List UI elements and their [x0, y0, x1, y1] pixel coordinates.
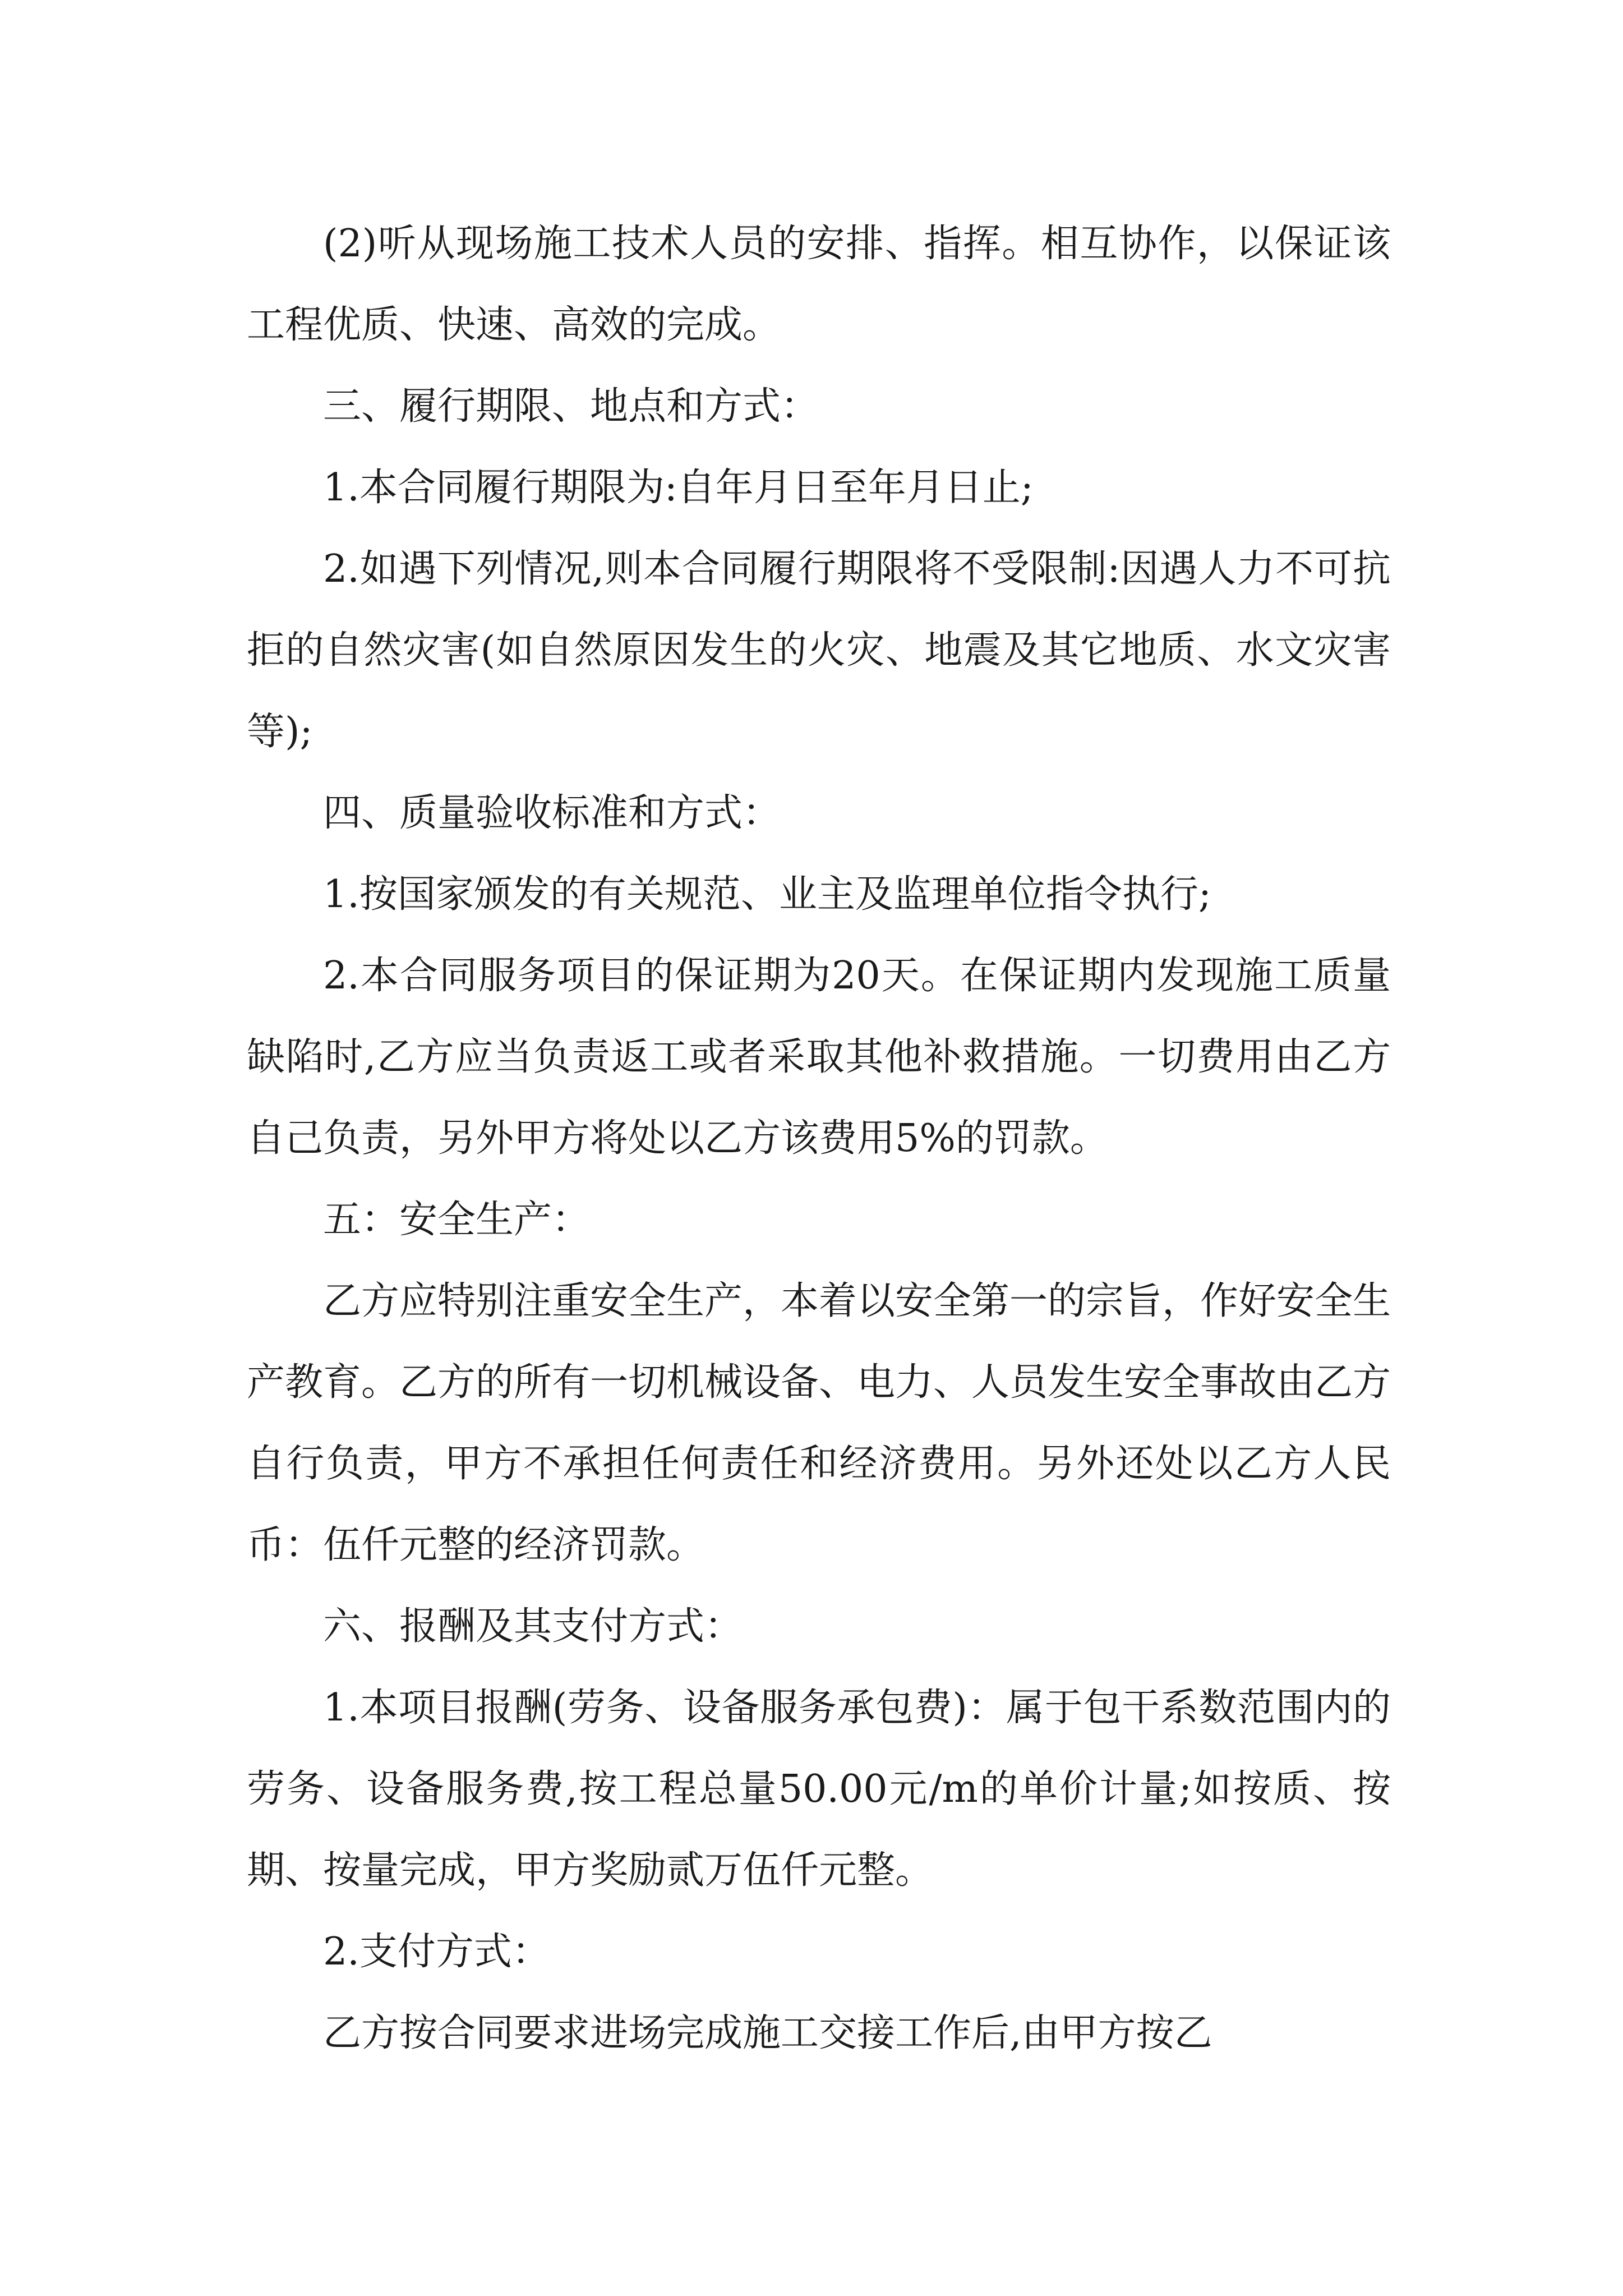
paragraph-quality-standard: 1.按国家颁发的有关规范、业主及监理单位指令执行; [323, 872, 1211, 917]
heading-payment-method: 2.支付方式： [323, 1930, 550, 1974]
paragraph-cooperation-clause: (2)听从现场施工技术人员的安排、指挥。相互协作，以保证该工程优质、快速、高效的完成。 [247, 222, 1391, 347]
paragraph-force-majeure: 2.如遇下列情况,则本合同履行期限将不受限制:因遇人力不可抗拒的自然灾害(如自然原因发生的火灾、地震及其它地质、水文灾害等); [247, 547, 1391, 754]
contract-body [247, 203, 1391, 2074]
heading-safety-production: 五：安全生产： [323, 1198, 591, 1242]
heading-quality-acceptance: 四、质量验收标准和方式： [323, 791, 781, 835]
heading-remuneration: 六、报酬及其支付方式： [323, 1604, 743, 1649]
paragraph-safety-clause: 乙方应特别注重安全生产，本着以安全第一的宗旨，作好安全生产教育。乙方的所有一切机械设备、电力、人员发生安全事故由乙方自行负责，甲方不承担任何责任和经济费用。另外还处以乙方人民币：伍仟元整的经济罚款。 [247, 1279, 1391, 1567]
heading-performance-term: 三、履行期限、地点和方式： [323, 384, 819, 429]
paragraph-term-period: 1.本合同履行期限为:自年月日至年月日止; [323, 466, 1034, 510]
paragraph-warranty-period: 2.本合同服务项目的保证期为20天。在保证期内发现施工质量缺陷时,乙方应当负责返工或者采取其他补救措施。一切费用由乙方自己负责，另外甲方将处以乙方该费用5%的罚款。 [247, 954, 1391, 1161]
paragraph-remuneration-amount: 1.本项目报酬(劳务、设备服务承包费)：属于包干系数范围内的劳务、设备服务费,按工程总量50.00元/m的单价计量;如按质、按期、按量完成，甲方奖励贰万伍仟元整。 [247, 1686, 1391, 1893]
paragraph-payment-clause: 乙方按合同要求进场完成施工交接工作后,由甲方按乙 [323, 2011, 1212, 2055]
